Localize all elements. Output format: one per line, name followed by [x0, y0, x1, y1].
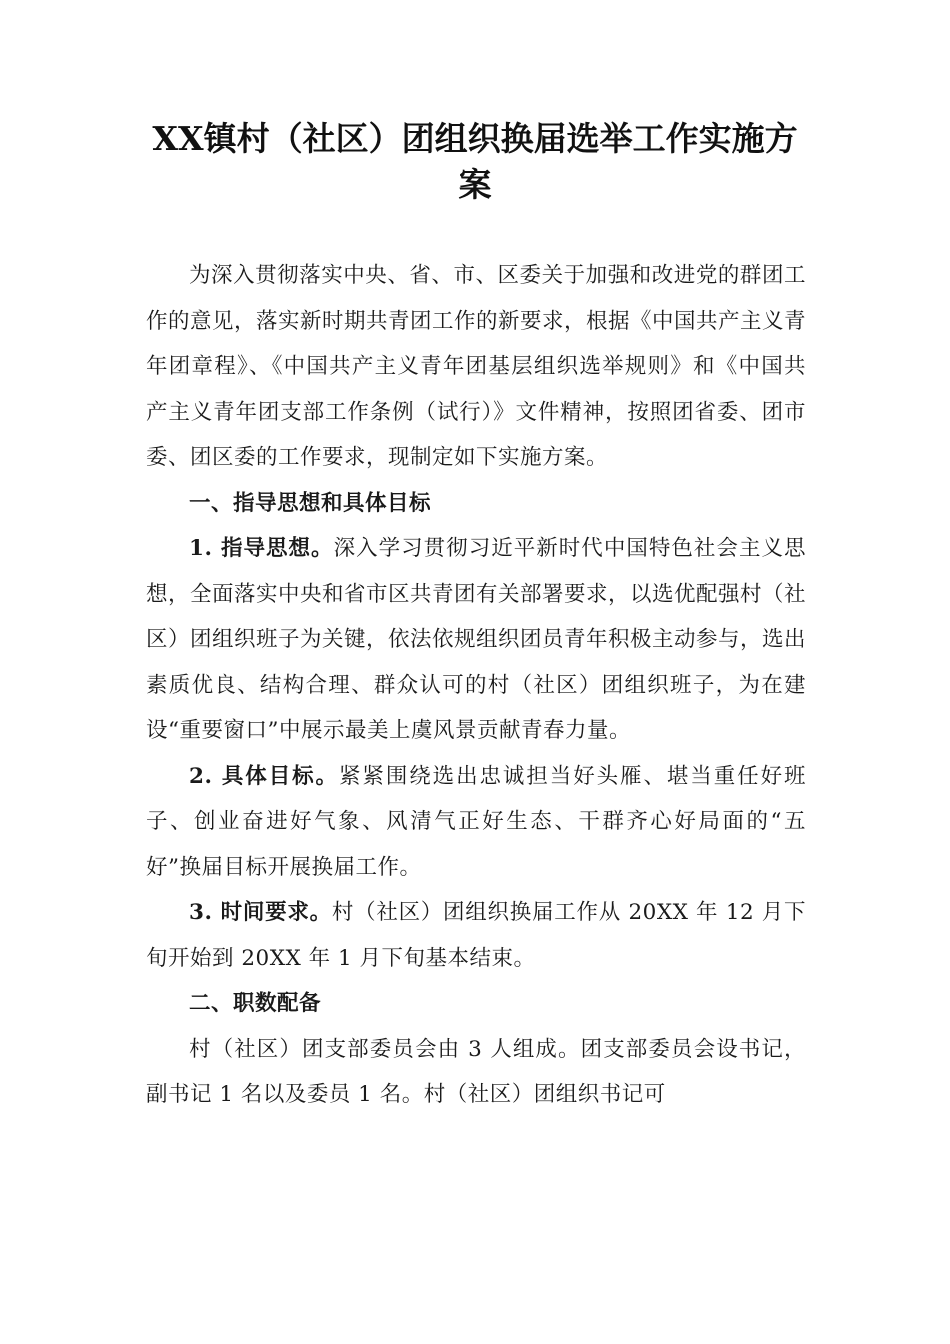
- item-guiding-ideology: [146, 526, 806, 754]
- document-body: [146, 253, 806, 1118]
- item-text: 紧紧围绕选出忠诚担当好头雁、堪当重任好班子、创业奋进好气象、风清气正好生态、干群齐心好局面的“五好”换届目标开展换届工作。: [146, 763, 806, 880]
- item-lead: 2. 具体目标。: [189, 763, 339, 789]
- intro-paragraph: 为深入贯彻落实中央、省、市、区委关于加强和改进党的群团工作的意见，落实新时期共青团工作的新要求，根据《中国共产主义青年团章程》、《中国共产主义青年团基层组织选举规则》和《中国共产主义青年团支部工作条例（试行）》文件精神，按照团省委、团市委、团区委的工作要求，现制定如下实施方案。: [146, 263, 807, 470]
- item-text: 深入学习贯彻习近平新时代中国特色社会主义思想，全面落实中央和省市区共青团有关部署要求，以选优配强村（社区）团组织班子为关键，依法依规组织团员青年积极主动参与，选出素质优良、结构合理、群众认可的村（社区）团组织班子，为在建设“重要窗口”中展示最美上虞风景贡献青春力量。: [146, 536, 807, 743]
- staffing-paragraph: 村（社区）团支部委员会由 3 人组成。团支部委员会设书记，副书记 1 名以及委员 1 名。村（社区）团组织书记可: [146, 1036, 806, 1107]
- item-lead: 1. 指导思想。: [189, 536, 334, 561]
- item-lead: 3. 时间要求。: [189, 900, 332, 925]
- item-specific-goals: [146, 754, 806, 891]
- item-time-requirements: [146, 890, 806, 981]
- section-heading-staffing: 二、职数配备: [189, 991, 322, 1016]
- section-heading-guiding-ideology: 一、指导思想和具体目标: [189, 490, 432, 516]
- item-text: 村（社区）团组织换届工作从 20XX 年 12 月下旬开始到 20XX 年 1 月下旬基本结束。: [146, 900, 807, 971]
- document-title: XX镇村（社区）团组织换届选举工作实施方案: [152, 119, 798, 204]
